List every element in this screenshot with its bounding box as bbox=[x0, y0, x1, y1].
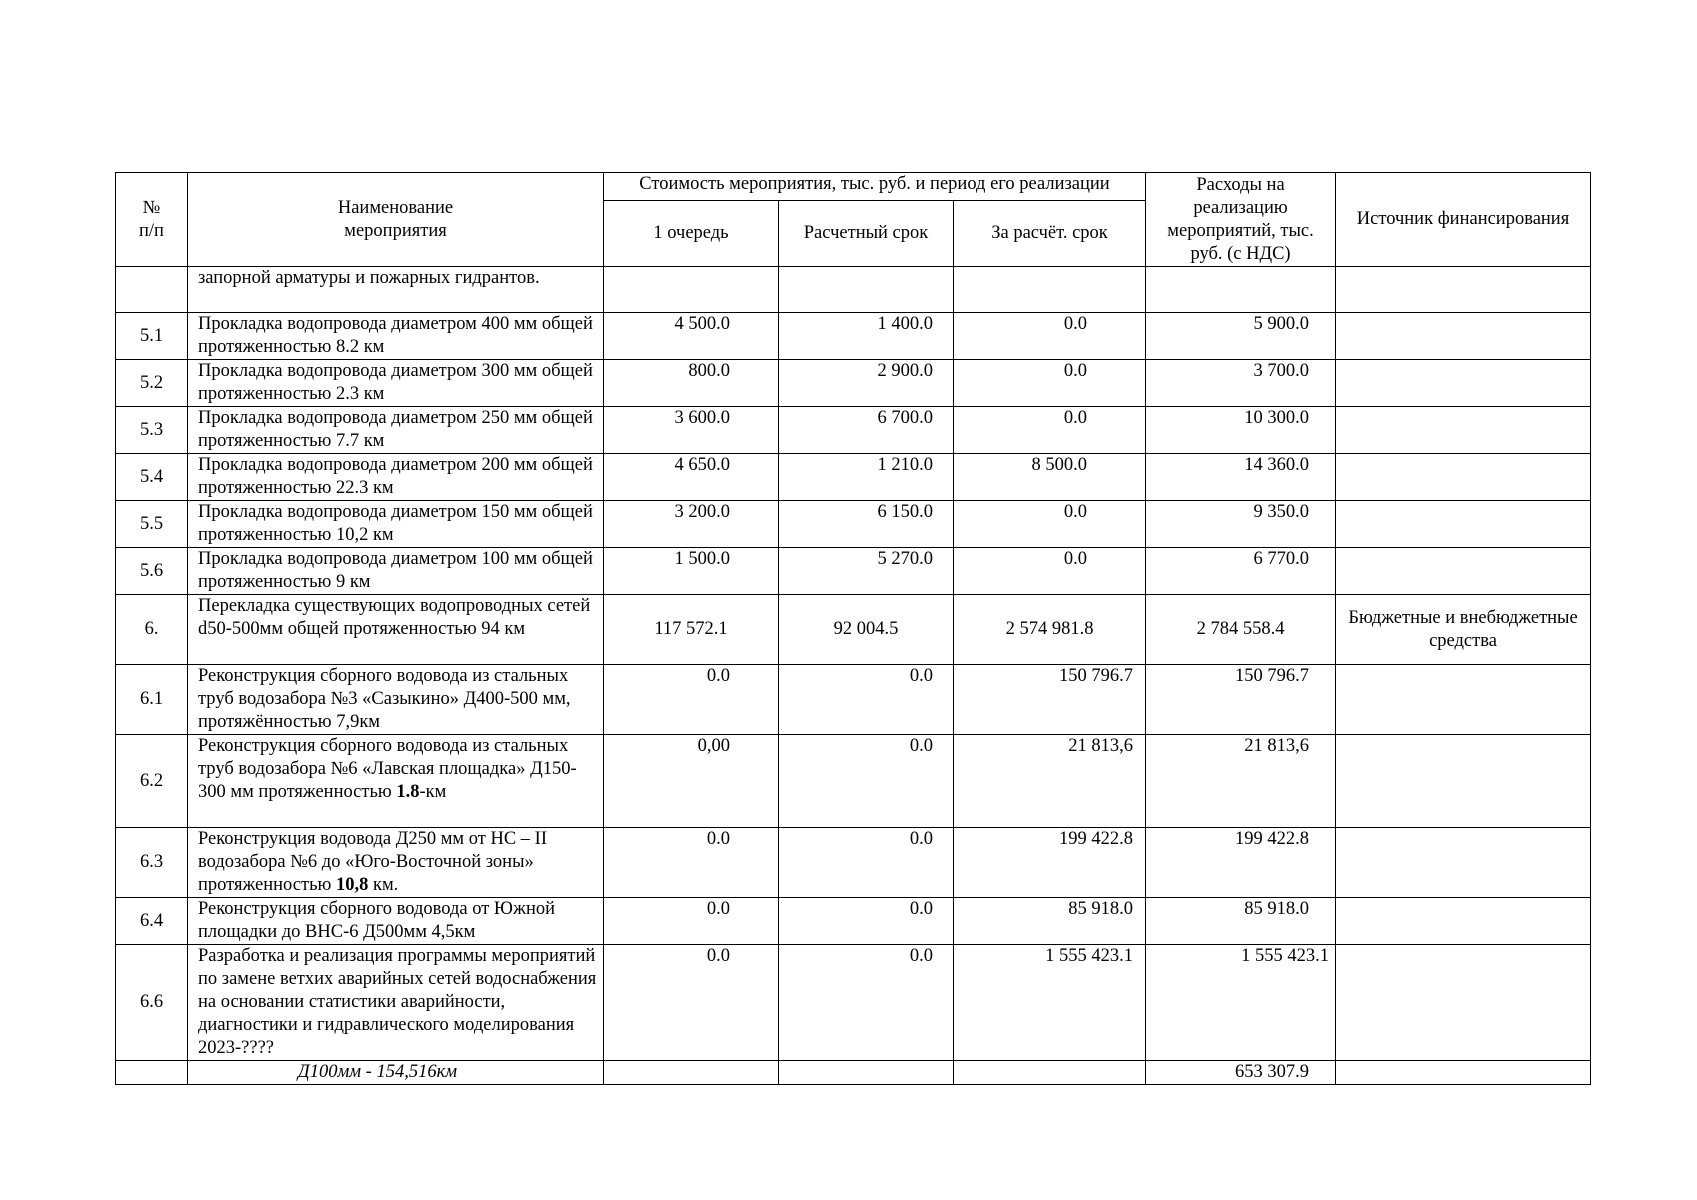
row-calc: 1 400.0 bbox=[779, 313, 954, 360]
row-stage1 bbox=[604, 1061, 779, 1085]
row-source bbox=[1336, 407, 1591, 454]
row-beyond: 21 813,6 bbox=[954, 735, 1146, 828]
row-beyond: 0.0 bbox=[954, 548, 1146, 595]
row-beyond: 0.0 bbox=[954, 313, 1146, 360]
row-name-unit: км. bbox=[368, 875, 399, 895]
row-name-length: 10,8 bbox=[335, 875, 369, 895]
row-name: Прокладка водопровода диаметром 100 мм общей протяженностью 9 км bbox=[188, 548, 604, 595]
row-source bbox=[1336, 1061, 1591, 1085]
row-stage1 bbox=[604, 267, 779, 313]
row-source bbox=[1336, 501, 1591, 548]
header-calc-term: Расчетный срок bbox=[779, 201, 954, 267]
row-beyond: 0.0 bbox=[954, 501, 1146, 548]
row-total: 150 796.7 bbox=[1146, 665, 1336, 735]
row-num: 6.3 bbox=[116, 828, 188, 898]
row-stage1: 117 572.1 bbox=[604, 595, 779, 665]
row-source bbox=[1336, 267, 1591, 313]
row-stage1: 3 600.0 bbox=[604, 407, 779, 454]
row-calc: 0.0 bbox=[779, 735, 954, 828]
header-cost-group: Стоимость мероприятия, тыс. руб. и период его реализации bbox=[604, 173, 1146, 201]
row-name-unit: -км bbox=[419, 782, 447, 802]
row-name: Прокладка водопровода диаметром 300 мм общей протяженностью 2.3 км bbox=[188, 360, 604, 407]
row-total bbox=[1146, 267, 1336, 313]
header-source: Источник финансирования bbox=[1336, 173, 1591, 267]
row-name bbox=[188, 735, 604, 828]
row-stage1: 800.0 bbox=[604, 360, 779, 407]
table-row bbox=[116, 313, 1591, 360]
row-source bbox=[1336, 898, 1591, 945]
row-calc: 0.0 bbox=[779, 945, 954, 1061]
row-stage1: 0.0 bbox=[604, 665, 779, 735]
row-source bbox=[1336, 945, 1591, 1061]
row-name: запорной арматуры и пожарных гидрантов. bbox=[188, 267, 604, 313]
row-name: Прокладка водопровода диаметром 250 мм общей протяженностью 7.7 км bbox=[188, 407, 604, 454]
row-num: 6.4 bbox=[116, 898, 188, 945]
row-calc: 0.0 bbox=[779, 898, 954, 945]
row-source bbox=[1336, 735, 1591, 828]
table-row bbox=[116, 945, 1591, 1061]
row-source bbox=[1336, 313, 1591, 360]
table-row bbox=[116, 595, 1591, 665]
table-row bbox=[116, 267, 1591, 313]
row-total: 10 300.0 bbox=[1146, 407, 1336, 454]
row-stage1: 3 200.0 bbox=[604, 501, 779, 548]
row-beyond: 85 918.0 bbox=[954, 898, 1146, 945]
row-calc: 0.0 bbox=[779, 828, 954, 898]
row-beyond: 199 422.8 bbox=[954, 828, 1146, 898]
row-beyond: 2 574 981.8 bbox=[954, 595, 1146, 665]
row-total: 2 784 558.4 bbox=[1146, 595, 1336, 665]
row-num: 5.4 bbox=[116, 454, 188, 501]
row-num: 5.2 bbox=[116, 360, 188, 407]
row-beyond: 150 796.7 bbox=[954, 665, 1146, 735]
row-calc: 1 210.0 bbox=[779, 454, 954, 501]
row-beyond bbox=[954, 267, 1146, 313]
row-beyond: 0.0 bbox=[954, 360, 1146, 407]
row-name: Перекладка существующих водопроводных сетей d50-500мм общей протяженностью 94 км bbox=[188, 595, 604, 665]
table-row bbox=[116, 1061, 1591, 1085]
table-row bbox=[116, 898, 1591, 945]
row-total: 653 307.9 bbox=[1146, 1061, 1336, 1085]
row-name-text: Реконструкция сборного водовода из стальных труб водозабора №6 «Лавская площадка» Д150-300 мм протяженностью bbox=[198, 736, 577, 802]
row-source bbox=[1336, 665, 1591, 735]
row-total: 3 700.0 bbox=[1146, 360, 1336, 407]
row-calc: 0.0 bbox=[779, 665, 954, 735]
table-row bbox=[116, 665, 1591, 735]
row-calc: 5 270.0 bbox=[779, 548, 954, 595]
row-num: 6. bbox=[116, 595, 188, 665]
header-expenses: Расходы на реализацию мероприятий, тыс. руб. (с НДС) bbox=[1146, 173, 1336, 267]
row-num bbox=[116, 1061, 188, 1085]
table-row bbox=[116, 407, 1591, 454]
row-name bbox=[188, 828, 604, 898]
row-name: Реконструкция сборного водовода из стальных труб водозабора №3 «Сазыкино» Д400-500 мм, протяжённостью 7,9км bbox=[188, 665, 604, 735]
row-beyond: 8 500.0 bbox=[954, 454, 1146, 501]
row-beyond: 1 555 423.1 bbox=[954, 945, 1146, 1061]
row-total: 21 813,6 bbox=[1146, 735, 1336, 828]
row-calc bbox=[779, 267, 954, 313]
row-num: 6.2 bbox=[116, 735, 188, 828]
row-name: Разработка и реализация программы мероприятий по замене ветхих аварийных сетей водоснабжения на основании статистики аварийности, диагностики и гидравлического моделирования 2023-???? bbox=[188, 945, 604, 1061]
row-stage1: 0.0 bbox=[604, 898, 779, 945]
row-total: 6 770.0 bbox=[1146, 548, 1336, 595]
row-stage1: 0.0 bbox=[604, 828, 779, 898]
row-calc bbox=[779, 1061, 954, 1085]
row-num: 5.5 bbox=[116, 501, 188, 548]
header-stage1: 1 очередь bbox=[604, 201, 779, 267]
row-source bbox=[1336, 828, 1591, 898]
row-num bbox=[116, 267, 188, 313]
row-name: Прокладка водопровода диаметром 400 мм общей протяженностью 8.2 км bbox=[188, 313, 604, 360]
row-name-length: 1.8 bbox=[396, 782, 420, 802]
row-calc: 6 700.0 bbox=[779, 407, 954, 454]
table-row bbox=[116, 548, 1591, 595]
row-source bbox=[1336, 454, 1591, 501]
investment-table bbox=[115, 172, 1591, 1085]
row-name: Реконструкция сборного водовода от Южной площадки до ВНС-6 Д500мм 4,5км bbox=[188, 898, 604, 945]
row-calc: 2 900.0 bbox=[779, 360, 954, 407]
row-calc: 6 150.0 bbox=[779, 501, 954, 548]
row-total: 9 350.0 bbox=[1146, 501, 1336, 548]
row-num: 5.6 bbox=[116, 548, 188, 595]
table-row bbox=[116, 828, 1591, 898]
row-num: 5.3 bbox=[116, 407, 188, 454]
row-name: Прокладка водопровода диаметром 150 мм общей протяженностью 10,2 км bbox=[188, 501, 604, 548]
row-total: 199 422.8 bbox=[1146, 828, 1336, 898]
header-name: Наименование мероприятия bbox=[188, 173, 604, 267]
row-beyond: 0.0 bbox=[954, 407, 1146, 454]
row-num: 5.1 bbox=[116, 313, 188, 360]
row-name: Прокладка водопровода диаметром 200 мм общей протяженностью 22.3 км bbox=[188, 454, 604, 501]
row-stage1: 4 650.0 bbox=[604, 454, 779, 501]
row-stage1: 1 500.0 bbox=[604, 548, 779, 595]
row-total: 1 555 423.1 bbox=[1146, 945, 1336, 1061]
row-num: 6.1 bbox=[116, 665, 188, 735]
table-row bbox=[116, 735, 1591, 828]
row-total: 14 360.0 bbox=[1146, 454, 1336, 501]
header-num: № п/п bbox=[116, 173, 188, 267]
row-calc: 92 004.5 bbox=[779, 595, 954, 665]
table-row bbox=[116, 360, 1591, 407]
row-num: 6.6 bbox=[116, 945, 188, 1061]
row-source bbox=[1336, 360, 1591, 407]
row-stage1: 0.0 bbox=[604, 945, 779, 1061]
header-beyond-term: За расчёт. срок bbox=[954, 201, 1146, 267]
row-stage1: 4 500.0 bbox=[604, 313, 779, 360]
row-name: Д100мм - 154,516км bbox=[188, 1061, 604, 1085]
row-stage1: 0,00 bbox=[604, 735, 779, 828]
row-source bbox=[1336, 548, 1591, 595]
row-total: 5 900.0 bbox=[1146, 313, 1336, 360]
row-beyond bbox=[954, 1061, 1146, 1085]
row-source: Бюджетные и внебюджетные средства bbox=[1336, 595, 1591, 665]
row-total: 85 918.0 bbox=[1146, 898, 1336, 945]
row-name-text: Реконструкция водовода Д250 мм от НС – II водозабора №6 до «Юго-Восточной зоны» протяженностью bbox=[198, 829, 547, 895]
table-row bbox=[116, 454, 1591, 501]
table-row bbox=[116, 501, 1591, 548]
